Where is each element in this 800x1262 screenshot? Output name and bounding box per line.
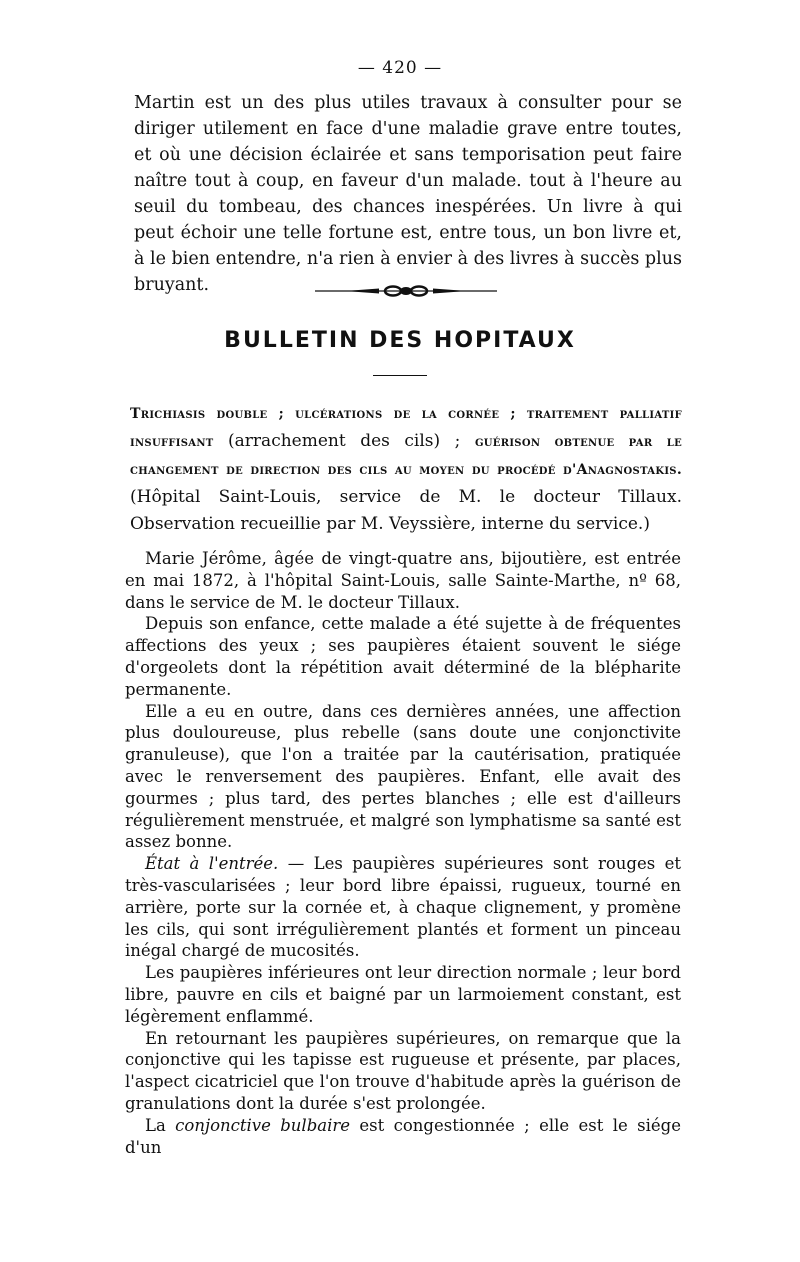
emphasis: conjonctive bulbaire (175, 1115, 351, 1135)
title-diagnosis: Trichiasis double ; ulcérations de la cornée ; traitement palliatif insuffisant (130, 406, 682, 450)
page-number: — 420 — (357, 58, 443, 78)
paragraph-text: Les paupières supérieures sont rouges et très-vascularisées ; leur bord libre épaissi, rugueux, tourné en arrière, porte sur la cornée et, à chaque clignement, y promène les cils, qui sont irrégulièrement plantés et forment un pinceau inégal chargé de mucosités. (125, 854, 681, 961)
previous-paragraph: Martin est un des plus utiles travaux à consulter pour se diriger utilement en face d'une maladie grave entre toutes, et où une décision éclairée et sans temporisation peut faire naître tout à coup, en faveur d'un malade. tout à l'heure au seuil du tombeau, des chances inespérées. Un livre à qui peut échoir une telle fortune est, entre tous, un bon livre et, à le bien entendre, n'a rien à envier à des livres à succès plus bruyant. (134, 93, 682, 295)
title-outcome: guérison obtenue par le changement de direction des cils au moyen du procédé d'Anagnostakis. (130, 434, 682, 478)
title-source: (Hôpital Saint-Louis, service de M. le docteur Tillaux. Observation recueillie par M. Veyssière, interne du service.) (130, 487, 682, 534)
paragraph-text: La (145, 1115, 176, 1135)
paragraph: En retournant les paupières supérieures, on remarque que la conjonctive qui les tapisse est rugueuse et présente, par places, l'aspect cicatriciel que l'on trouve d'habitude après la guérison de granulations dont la durée s'est prolongée. (125, 1028, 681, 1113)
ornament-divider (315, 284, 497, 298)
previous-section-text (134, 90, 682, 298)
paragraph: Depuis son enfance, cette malade a été sujette à de fréquentes affections des yeux ; ses paupières étaient souvent le siége d'orgeolets dont la répétition avait déterminé de la blépharite permanente. (125, 614, 681, 699)
paragraph (125, 1115, 681, 1159)
section-heading: BULLETIN DES HOPITAUX (224, 328, 576, 353)
paragraph: Les paupières inférieures ont leur direction normale ; leur bord libre, pauvre en cils et baigné par un larmoiement constant, est légèrement enflammé. (125, 963, 681, 1026)
heading-rule (373, 375, 427, 376)
paragraph-lead: État à l'entrée. — (145, 854, 305, 874)
paragraph-text: est congestionnée ; elle est le siége d'un (125, 1115, 681, 1157)
article-body (125, 548, 681, 1158)
article-title (130, 400, 682, 538)
title-treatment-detail: (arrachement des cils) ; (213, 431, 475, 451)
paragraph: Marie Jérôme, âgée de vingt-quatre ans, bijoutière, est entrée en mai 1872, à l'hôpital Saint-Louis, salle Sainte-Marthe, nº 68, dans le service de M. le docteur Tillaux. (125, 549, 681, 612)
paragraph (125, 853, 681, 962)
paragraph: Elle a eu en outre, dans ces dernières années, une affection plus douloureuse, plus rebelle (sans doute une conjonctivite granuleuse), que l'on a traitée par la cautérisation, pratiquée avec le renversement des paupières. Enfant, elle avait des gourmes ; plus tard, des pertes blanches ; elle est d'ailleurs régulièrement menstruée, et malgré son lymphatisme sa santé est assez bonne. (125, 701, 681, 852)
